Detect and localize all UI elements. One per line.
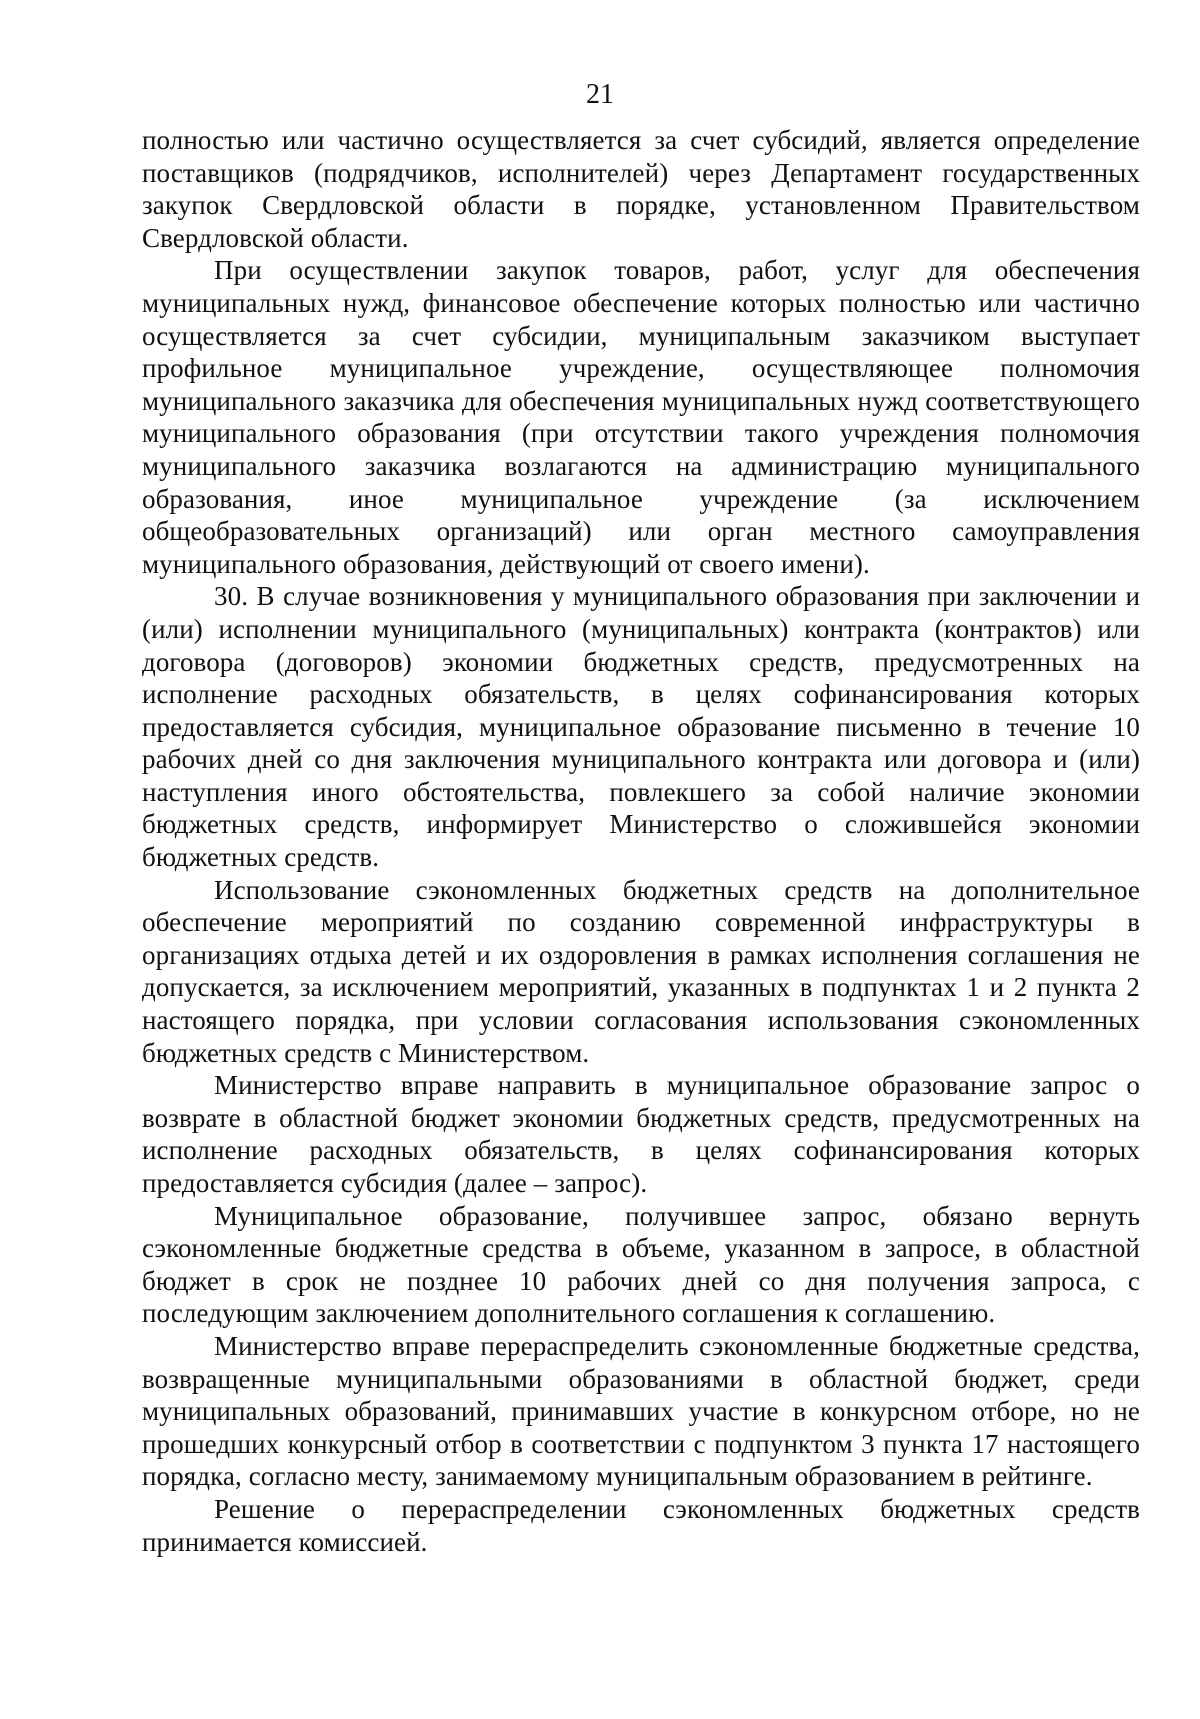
paragraph-procurement-customer: При осуществлении закупок товаров, работ, услуг для обеспечения муниципальных нужд, финансовое обеспечение которых полностью или частично осуществляется за счет субсидии, муниципальным заказчиком выступает профильное муниципальное учреждение, осуществляющее полномочия муниципального заказчика для обеспечения муниципальных нужд соответствующего муниципального образования (при отсутствии такого учреждения полномочия муниципального заказчика возлагаются на администрацию муниципального образования, иное муниципальное учреждение (за исключением общеобразовательных организаций) или орган местного самоуправления муниципального образования, действующий от своего имени). [142, 255, 1140, 579]
paragraph-redistribution: Министерство вправе перераспределить сэкономленные бюджетные средства, возвращенные муниципальными образованиями в областной бюджет, среди муниципальных образований, принимавших участие в конкурсном отборе, но не прошедших конкурсный отбор в соответствии с подпунктом 3 пункта 17 настоящего порядка, согласно месту, занимаемому муниципальным образованием в рейтинге. [142, 1330, 1140, 1492]
document-body [142, 124, 1140, 1558]
paragraph-continuation: полностью или частично осуществляется за счет субсидий, является определение поставщиков (подрядчиков, исполнителей) через Департамент государственных закупок Свердловской области в порядке, установленном Правительством Свердловской области. [142, 125, 1140, 253]
paragraph-return-obligation: Муниципальное образование, получившее запрос, обязано вернуть сэкономленные бюджетные средства в объеме, указанном в запросе, в областной бюджет в срок не позднее 10 рабочих дней со дня получения запроса, с последующим заключением дополнительного соглашения к соглашению. [142, 1200, 1140, 1329]
paragraph-return-request: Министерство вправе направить в муниципальное образование запрос о возврате в областной бюджет экономии бюджетных средств, предусмотренных на исполнение расходных обязательств, в целях софинансирования которых предоставляется субсидия (далее – запрос). [142, 1070, 1140, 1198]
paragraph-savings-usage: Использование сэкономленных бюджетных средств на дополнительное обеспечение мероприятий по созданию современной инфраструктуры в организациях отдыха детей и их оздоровления в рамках исполнения соглашения не допускается, за исключением мероприятий, указанных в подпунктах 1 и 2 пункта 2 настоящего порядка, при условии согласования использования сэкономленных бюджетных средств с Министерством. [142, 874, 1140, 1068]
page-number: 21 [586, 79, 614, 110]
paragraph-commission-decision: Решение о перераспределении сэкономленных бюджетных средств принимается комиссией. [142, 1493, 1140, 1557]
paragraph-item-30: 30. В случае возникновения у муниципального образования при заключении и (или) исполнении муниципального (муниципальных) контракта (контрактов) или договора (договоров) экономии бюджетных средств, предусмотренных на исполнение расходных обязательств, в целях софинансирования которых предоставляется субсидия, муниципальное образование письменно в течение 10 рабочих дней со дня заключения муниципального контракта или договора и (или) наступления иного обстоятельства, повлекшего за собой наличие экономии бюджетных средств, информирует Министерство о сложившейся экономии бюджетных средств. [142, 581, 1140, 873]
